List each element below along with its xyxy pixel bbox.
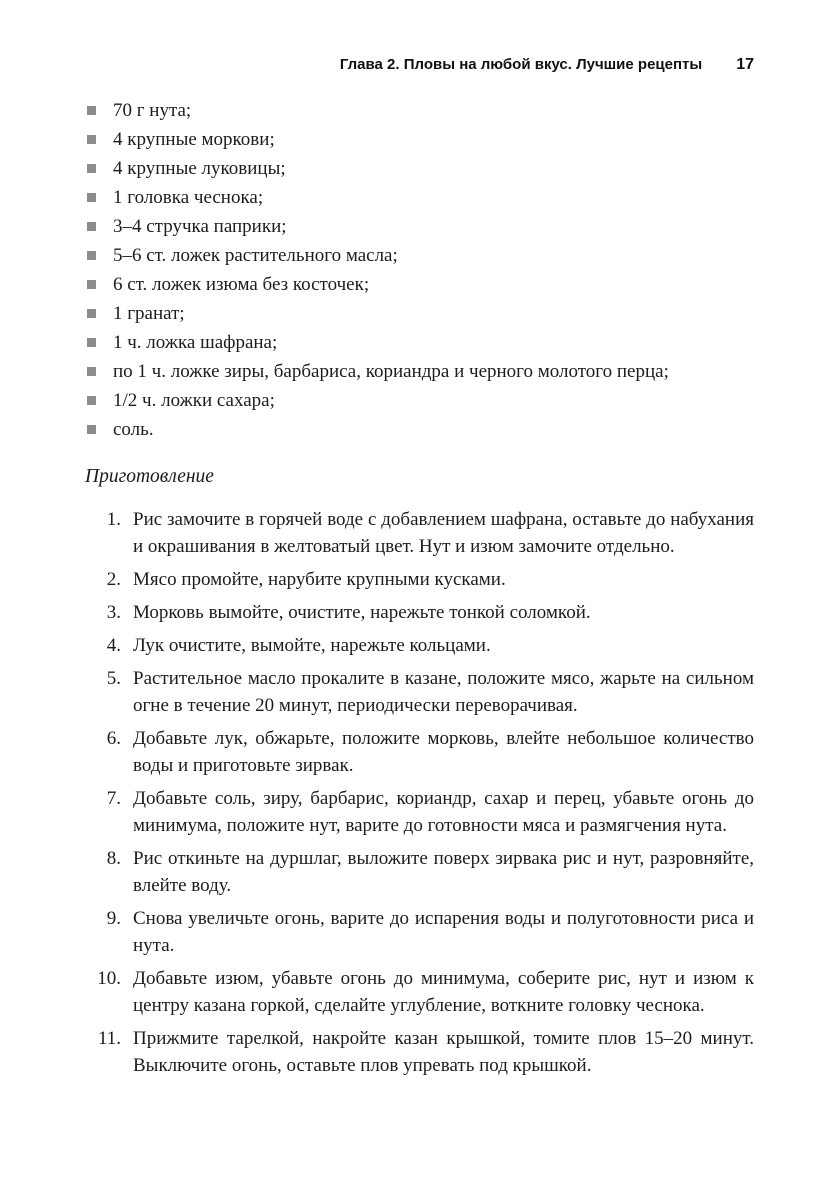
ingredient-text: соль. — [113, 419, 154, 440]
square-bullet-icon — [87, 106, 96, 115]
step-item — [85, 725, 754, 779]
step-text: Добавьте соль, зиру, барбарис, кориандр, сахар и перец, убавьте огонь до минимума, положите нут, варите до готовности мяса и размягчения нута. — [133, 788, 754, 836]
step-item — [85, 905, 754, 959]
step-item — [85, 632, 754, 659]
square-bullet-icon — [87, 309, 96, 318]
square-bullet-icon — [87, 396, 96, 405]
square-bullet-icon — [87, 251, 96, 260]
ingredient-text: 5–6 ст. ложек растительного масла; — [113, 245, 398, 266]
step-item — [85, 1025, 754, 1079]
ingredient-text: 1 гранат; — [113, 303, 185, 324]
step-number: 3. — [106, 602, 121, 623]
ingredient-item — [85, 241, 754, 270]
step-item — [85, 785, 754, 839]
page-number: 17 — [736, 56, 754, 73]
square-bullet-icon — [87, 280, 96, 289]
step-number: 5. — [106, 668, 121, 689]
step-number: 4. — [106, 635, 121, 656]
steps-list — [85, 506, 754, 1079]
ingredient-text: 6 ст. ложек изюма без косточек; — [113, 274, 370, 295]
ingredient-item — [85, 328, 754, 357]
step-number: 8. — [106, 848, 121, 869]
ingredient-item — [85, 154, 754, 183]
step-text: Рис откиньте на дуршлаг, выложите поверх зирвака рис и нут, разровняйте, влейте воду. — [133, 848, 754, 896]
step-item — [85, 566, 754, 593]
step-item — [85, 506, 754, 560]
step-item — [85, 845, 754, 899]
step-item — [85, 965, 754, 1019]
ingredient-item — [85, 96, 754, 125]
step-item — [85, 665, 754, 719]
step-number: 2. — [106, 569, 121, 590]
ingredient-text: 1 ч. ложка шафрана; — [113, 332, 278, 353]
ingredient-text: по 1 ч. ложке зиры, барбариса, кориандра и черного молотого перца; — [113, 361, 669, 382]
step-text: Прижмите тарелкой, накройте казан крышкой, томите плов 15–20 минут. Выключите огонь, оставьте плов упревать под крышкой. — [133, 1028, 754, 1076]
square-bullet-icon — [87, 338, 96, 347]
ingredient-item — [85, 386, 754, 415]
step-text: Рис замочите в горячей воде с добавлением шафрана, оставьте до набухания и окрашивания в желтоватый цвет. Нут и изюм замочите отдельно. — [133, 509, 754, 557]
step-number: 9. — [106, 908, 121, 929]
ingredient-text: 1 головка чеснока; — [113, 187, 264, 208]
ingredient-text: 1/2 ч. ложки сахара; — [113, 390, 275, 411]
step-text: Лук очистите, вымойте, нарежьте кольцами. — [133, 635, 491, 656]
ingredient-item — [85, 299, 754, 328]
chapter-title: Глава 2. Пловы на любой вкус. Лучшие рецепты — [339, 56, 703, 73]
ingredient-item — [85, 212, 754, 241]
square-bullet-icon — [87, 193, 96, 202]
running-head — [85, 56, 754, 74]
step-text: Снова увеличьте огонь, варите до испарения воды и полуготовности риса и нута. — [133, 908, 754, 956]
ingredients-list — [85, 96, 754, 444]
section-heading: Приготовление — [85, 466, 214, 487]
step-text: Растительное масло прокалите в казане, положите мясо, жарьте на сильном огне в течение 20 минут, периодически переворачивая. — [133, 668, 754, 716]
step-number: 11. — [97, 1028, 121, 1049]
step-number: 6. — [106, 728, 121, 749]
square-bullet-icon — [87, 164, 96, 173]
step-text: Мясо промойте, нарубите крупными кусками. — [133, 569, 506, 590]
step-number: 7. — [106, 788, 121, 809]
ingredient-item — [85, 270, 754, 299]
ingredient-item — [85, 357, 754, 386]
ingredient-text: 4 крупные луковицы; — [113, 158, 286, 179]
ingredient-item — [85, 183, 754, 212]
step-text: Добавьте лук, обжарьте, положите морковь, влейте небольшое количество воды и приготовьте зирвак. — [133, 728, 754, 776]
square-bullet-icon — [87, 135, 96, 144]
step-text: Добавьте изюм, убавьте огонь до минимума, соберите рис, нут и изюм к центру казана горкой, сделайте углубление, воткните головку чеснока. — [133, 968, 754, 1016]
square-bullet-icon — [87, 367, 96, 376]
step-item — [85, 599, 754, 626]
ingredient-item — [85, 125, 754, 154]
square-bullet-icon — [87, 425, 96, 434]
ingredient-item — [85, 415, 754, 444]
step-number: 10. — [97, 968, 121, 989]
square-bullet-icon — [87, 222, 96, 231]
step-number: 1. — [106, 509, 121, 530]
ingredient-text: 3–4 стручка паприки; — [113, 216, 287, 237]
ingredient-text: 4 крупные моркови; — [113, 129, 275, 150]
step-text: Морковь вымойте, очистите, нарежьте тонкой соломкой. — [133, 602, 591, 623]
ingredient-text: 70 г нута; — [113, 100, 192, 121]
